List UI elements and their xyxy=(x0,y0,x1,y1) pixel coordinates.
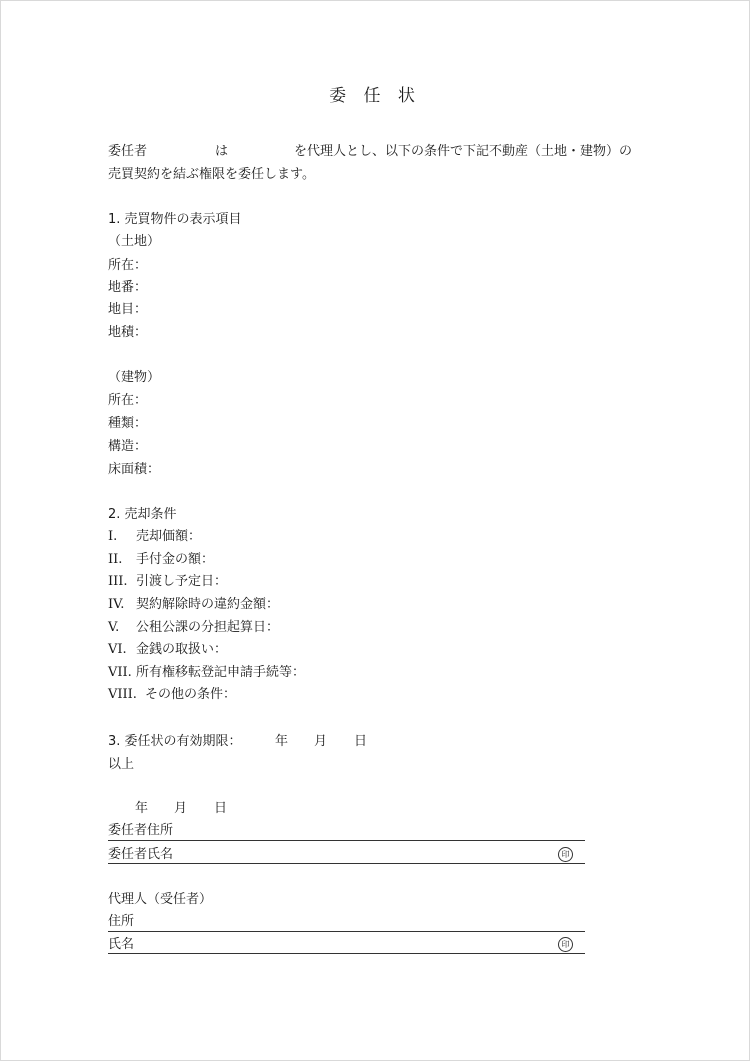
seal-icon: 印 xyxy=(558,937,573,952)
agent-address-label: 住所 xyxy=(108,914,135,929)
condition-numeral: V. xyxy=(108,620,120,635)
document-title: 委 任 状 xyxy=(329,86,421,106)
land-field: 所在： xyxy=(108,258,148,273)
building-field: 種類： xyxy=(108,416,148,431)
land-field: 地積： xyxy=(108,325,148,340)
building-field: 床面積： xyxy=(108,462,161,477)
condition-label: 公租公課の分担起算日： xyxy=(136,620,280,635)
condition-numeral: I. xyxy=(108,529,118,544)
intro-line2: 売買契約を結ぶ権限を委任します。 xyxy=(108,167,315,182)
validity-day: 日 xyxy=(354,734,368,749)
date-day: 日 xyxy=(214,801,228,816)
seal-icon: 印 xyxy=(558,847,573,862)
agent-heading: 代理人（受任者） xyxy=(108,892,213,907)
land-field: 地目： xyxy=(108,302,148,317)
agent-address-line xyxy=(108,931,585,932)
condition-numeral: VII. xyxy=(108,665,132,680)
building-heading: （建物） xyxy=(108,370,161,385)
intro-wa: は xyxy=(215,144,229,159)
land-heading: （土地） xyxy=(108,234,161,249)
land-field: 地番： xyxy=(108,280,148,295)
building-field: 構造： xyxy=(108,439,148,454)
condition-label: その他の条件： xyxy=(145,687,237,702)
principal-address-line xyxy=(108,840,585,841)
date-month: 月 xyxy=(174,801,188,816)
condition-label: 売却価額： xyxy=(136,529,202,544)
building-field: 所在： xyxy=(108,393,148,408)
date-year: 年 xyxy=(135,801,149,816)
condition-numeral: IV. xyxy=(108,597,125,612)
condition-label: 金銭の取扱い： xyxy=(136,642,228,657)
principal-address-label: 委任者住所 xyxy=(108,823,174,838)
condition-label: 所有権移転登記申請手続等： xyxy=(136,665,306,680)
section1-heading: 1. 売買物件の表示項目 xyxy=(108,212,242,227)
validity-year: 年 xyxy=(275,734,289,749)
principal-name-label: 委任者氏名 xyxy=(108,847,174,862)
section2-heading: 2. 売却条件 xyxy=(108,507,177,522)
condition-numeral: VI. xyxy=(108,642,127,657)
condition-label: 引渡し予定日： xyxy=(136,574,228,589)
intro-rest: を代理人とし、以下の条件で下記不動産（土地・建物）の xyxy=(294,144,633,159)
validity-month: 月 xyxy=(314,734,328,749)
condition-numeral: VIII. xyxy=(108,687,137,702)
condition-numeral: III. xyxy=(108,574,128,589)
agent-name-label: 氏名 xyxy=(108,937,135,952)
principal-name-line xyxy=(108,863,585,864)
condition-label: 契約解除時の違約金額： xyxy=(136,597,280,612)
agent-name-line xyxy=(108,953,585,954)
condition-label: 手付金の額： xyxy=(136,552,215,567)
condition-numeral: II. xyxy=(108,552,123,567)
intro-principal-label: 委任者 xyxy=(108,144,148,159)
closing-text: 以上 xyxy=(108,757,135,772)
section3-heading: 3. 委任状の有効期限： xyxy=(108,734,242,749)
